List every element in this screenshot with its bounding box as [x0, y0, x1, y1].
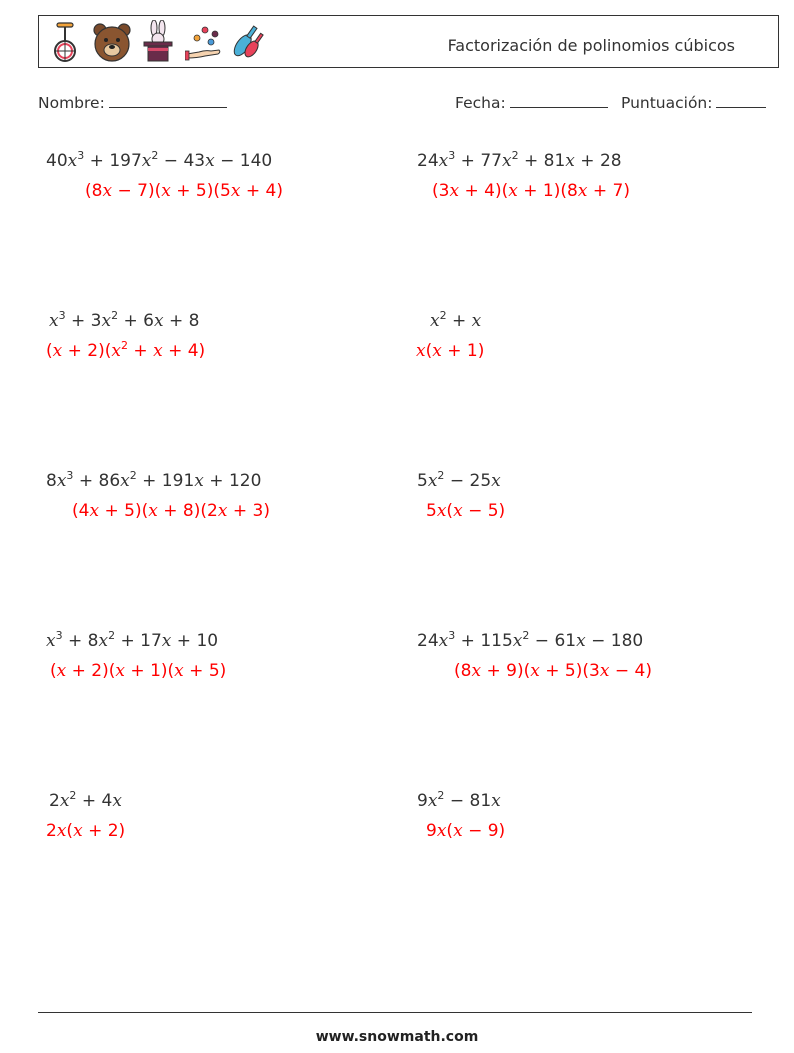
magic-hat-rabbit-icon [139, 20, 177, 64]
name-field [38, 94, 227, 112]
header-box [38, 15, 779, 68]
answer-3: $(x + 2)(x^2 + x + 4)$ [46, 339, 206, 361]
answer-10: 9x(x − 9) [426, 821, 506, 841]
bear-icon [93, 20, 131, 64]
problem-1: $40x^3 + 197x^2 - 43x - 140$ [46, 149, 273, 171]
name-blank [109, 94, 227, 108]
date-blank [510, 94, 608, 108]
footer-divider [38, 1012, 752, 1013]
score-label: Puntuación: [621, 94, 713, 112]
answer-8: (8x + 9)(x + 5)(3x − 4) [454, 661, 652, 681]
date-field [455, 94, 608, 112]
answer-5: (4x + 5)(x + 8)(2x + 3) [72, 501, 270, 521]
problem-3: $x^3 + 3x^2 + 6x + 8$ [49, 309, 200, 331]
footer-website: www.snowmath.com [315, 1029, 479, 1045]
answer-2: (3x + 4)(x + 1)(8x + 7) [432, 181, 630, 201]
score-field [621, 94, 766, 112]
juggling-hand-icon [185, 20, 223, 64]
answer-9: 2x(x + 2) [46, 821, 126, 841]
worksheet-title: Factorización de polinomios cúbicos [447, 36, 735, 55]
header-icons [47, 19, 269, 65]
answer-1: (8x − 7)(x + 5)(5x + 4) [85, 181, 283, 201]
juggling-clubs-icon [231, 20, 269, 64]
name-label: Nombre: [38, 94, 105, 112]
problem-5: $8x^3 + 86x^2 + 191x + 120$ [46, 469, 262, 491]
problem-8: $24x^3 + 115x^2 - 61x - 180$ [417, 629, 644, 651]
date-label: Fecha: [455, 94, 506, 112]
answer-4: x(x + 1) [416, 341, 485, 361]
unicycle-icon [47, 20, 85, 64]
answer-7: (x + 2)(x + 1)(x + 5) [50, 661, 227, 681]
problem-6: $5x^2 - 25x$ [417, 469, 501, 491]
problem-4: $x^2 + x$ [430, 309, 482, 331]
problem-7: $x^3 + 8x^2 + 17x + 10$ [46, 629, 219, 651]
problem-9: $2x^2 + 4x$ [49, 789, 122, 811]
answer-6: 5x(x − 5) [426, 501, 506, 521]
problem-10: $9x^2 - 81x$ [417, 789, 501, 811]
problem-2: $24x^3 + 77x^2 + 81x + 28$ [417, 149, 622, 171]
score-blank [716, 94, 766, 108]
